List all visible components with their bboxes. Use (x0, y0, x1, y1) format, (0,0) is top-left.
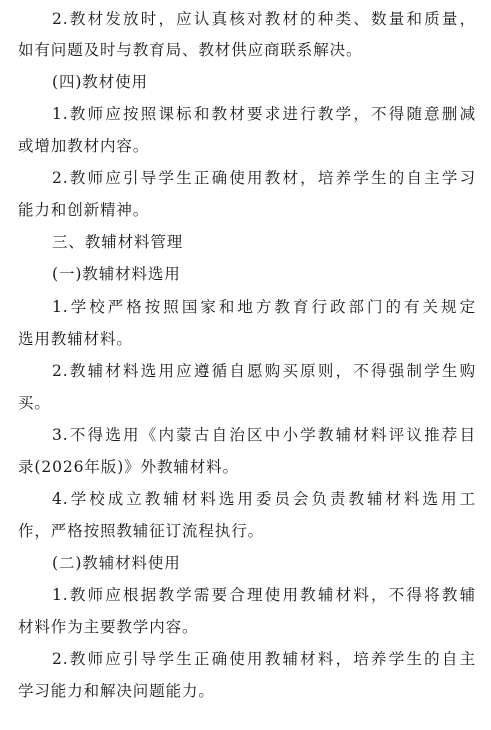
paragraph-line: 4.学校成立教辅材料选用委员会负责教辅材料选用工 (52, 490, 476, 508)
paragraph-line: 如有问题及时与教育局、教材供应商联系解决。 (18, 41, 363, 59)
paragraph-line: 能力和创新精神。 (18, 201, 150, 219)
paragraph-line: 学习能力和解决问题能力。 (18, 682, 215, 700)
paragraph-line: 1.教师应按照课标和教材要求进行教学，不得随意删减 (52, 105, 476, 123)
paragraph-line: 作，严格按照教辅征订流程执行。 (18, 522, 265, 540)
paragraph-line: 2.教辅材料选用应遵循自愿购买原则，不得强制学生购 (52, 362, 476, 380)
section-heading: (一)教辅材料选用 (52, 265, 181, 283)
paragraph-line: 2.教师应引导学生正确使用教辅材料，培养学生的自主 (52, 650, 476, 668)
paragraph-line: 材料作为主要教学内容。 (18, 618, 199, 636)
paragraph-line: 或增加教材内容。 (18, 137, 150, 155)
paragraph-line: 1.教师应根据教学需要合理使用教辅材料，不得将教辅 (52, 586, 476, 604)
chapter-heading: 三、教辅材料管理 (52, 233, 184, 251)
paragraph-line: 买。 (18, 394, 51, 412)
paragraph-line: 1.学校严格按照国家和地方教育行政部门的有关规定 (52, 298, 476, 316)
paragraph-line: 2.教材发放时，应认真核对教材的种类、数量和质量， (52, 10, 476, 28)
section-heading: (二)教辅材料使用 (52, 554, 181, 572)
paragraph-line: 2.教师应引导学生正确使用教材，培养学生的自主学习 (52, 169, 476, 187)
paragraph-line: 录(2026年版)》外教辅材料。 (18, 458, 239, 476)
paragraph-line: 3.不得选用《内蒙古自治区中小学教辅材料评议推荐目 (52, 426, 476, 444)
paragraph-line: 选用教辅材料。 (18, 330, 133, 348)
section-heading: (四)教材使用 (52, 73, 148, 91)
